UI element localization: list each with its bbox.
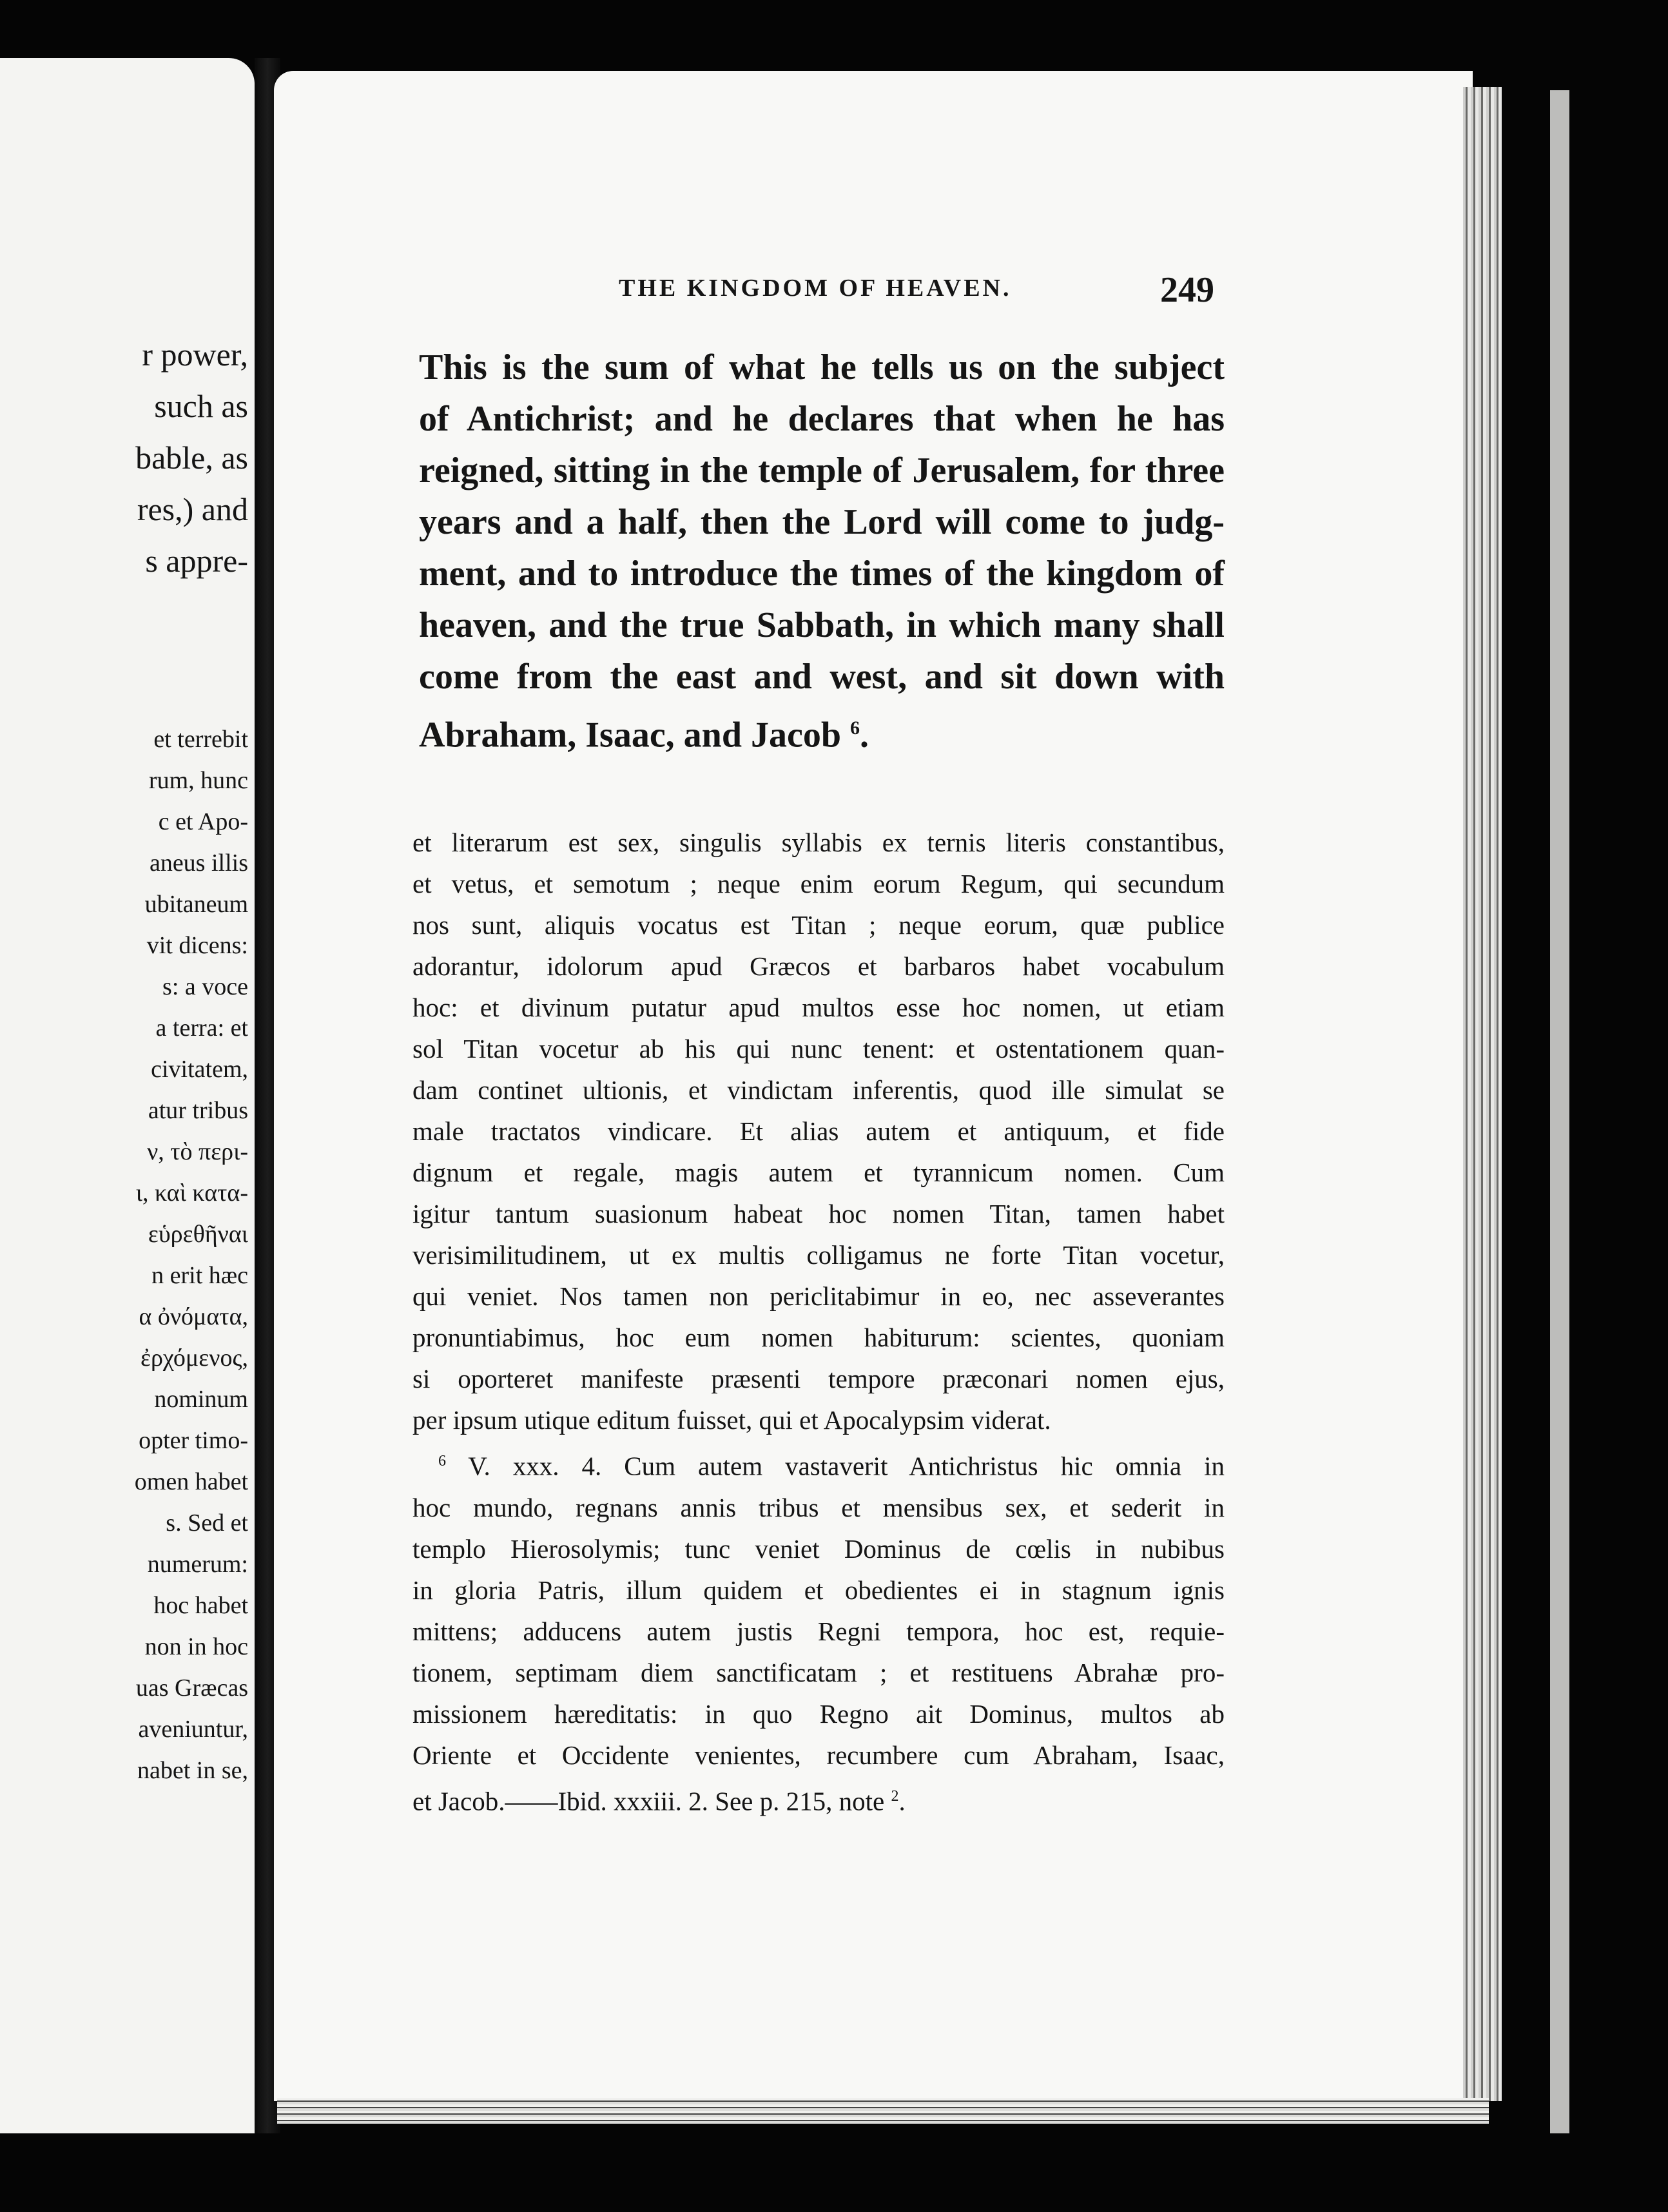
page-number: 249: [1160, 270, 1214, 310]
text-line: ι, καὶ κατα-: [135, 1179, 248, 1207]
text-line: uas Græcas: [135, 1674, 248, 1702]
page-edges-bottom: [277, 2098, 1489, 2124]
footnote-6-first-line: [412, 1441, 1225, 1487]
text-line: nabet in se,: [137, 1757, 248, 1784]
text-line: s: a voce: [162, 973, 248, 1000]
footnote-line: verisimilitudinem, ut ex multis colligamus ne forte Titan vocetur,: [412, 1240, 1225, 1270]
note-reference: 2: [891, 1787, 899, 1805]
footnote-line: nos sunt, aliquis vocatus est Titan ; neque eorum, quæ publice: [412, 910, 1225, 940]
footnote-marker: 6: [438, 1453, 446, 1470]
text-line: atur tribus: [148, 1097, 248, 1124]
text-line: such as: [154, 388, 248, 424]
footnote-line: dignum et regale, magis autem et tyrannicum nomen. Cum: [412, 1158, 1225, 1187]
text-line: aneus illis: [149, 849, 248, 877]
footnote-line: V. xxx. 4. Cum autem vastaverit Antichristus hic omnia in: [468, 1451, 1225, 1481]
footnote-6-last-line: [412, 1776, 1225, 1822]
footnote-line: Oriente et Occidente venientes, recumbere cum Abraham, Isaac,: [412, 1740, 1225, 1770]
footnote-line: missionem hæreditatis: in quo Regno ait Dominus, multos ab: [412, 1698, 1225, 1729]
text-line: ν, τὸ περι-: [147, 1138, 248, 1165]
text-line: non in hoc: [144, 1633, 248, 1660]
text-line: heaven, and the true Sabbath, in which many shall: [419, 605, 1225, 645]
text-line: opter timo-: [139, 1427, 248, 1454]
footnote-line: sol Titan vocetur ab his qui nunc tenent: et ostentationem quan-: [412, 1034, 1225, 1063]
text-line: years and a half, then the Lord will come to judg-: [419, 502, 1225, 542]
main-paragraph: [419, 342, 1225, 761]
text-line: εὑρεθῆναι: [148, 1221, 248, 1248]
footnote-line: adorantur, idolorum apud Græcos et barbaros habet vocabulum: [412, 951, 1225, 981]
footnote-line: templo Hierosolymis; tunc veniet Dominus de cœlis in nubibus: [412, 1533, 1225, 1564]
facing-page-left: [0, 58, 255, 2133]
text-line: bable, as: [135, 440, 248, 476]
text-line: hoc habet: [153, 1592, 248, 1619]
footnote-line: per ipsum utique editum fuisset, qui et Apocalypsim viderat.: [412, 1405, 1051, 1435]
text-line: s. Sed et: [166, 1509, 248, 1537]
text-line: nominum: [154, 1386, 248, 1413]
footnote-line: hoc: et divinum putatur apud multos esse hoc nomen, ut etiam: [412, 993, 1225, 1022]
text-line: numerum:: [147, 1551, 248, 1578]
footnote-line: igitur tantum suasionum habeat hoc nomen Titan, tamen habet: [412, 1199, 1225, 1228]
footnote-line: si oporteret manifeste præsenti tempore præconari nomen ejus,: [412, 1364, 1225, 1393]
text-line: res,) and: [137, 491, 248, 527]
footnote-line: in gloria Patris, illum quidem et obedientes ei in stagnum ignis: [412, 1575, 1225, 1605]
footnote-line: et vetus, et semotum ; neque enim eorum Regum, qui secundum: [412, 869, 1225, 898]
text-line: rum, hunc: [148, 767, 248, 794]
text-line: ubitaneum: [144, 891, 248, 918]
left-page-upper-text: [135, 329, 248, 587]
text-line: α ὀνόματα,: [139, 1303, 248, 1330]
text-line: vit dicens:: [146, 932, 248, 959]
text-line: aveniuntur,: [138, 1716, 248, 1743]
sentence-end: .: [898, 1786, 906, 1816]
text-line: omen habet: [134, 1468, 248, 1495]
footnote-line: male tractatos vindicare. Et alias autem et antiquum, et fide: [412, 1116, 1225, 1146]
footnote-line: pronuntiabimus, hoc eum nomen habiturum: scientes, quoniam: [412, 1323, 1225, 1352]
text-line: r power,: [142, 336, 248, 373]
text-line: c et Apo-: [158, 808, 248, 835]
left-page-lower-text: [135, 719, 248, 1791]
page-edges-right: [1463, 87, 1502, 2101]
text-line: reigned, sitting in the temple of Jerusalem, for three: [419, 451, 1225, 490]
footnote-line: hoc mundo, regnans annis tribus et mensibus sex, et sederit in: [412, 1492, 1225, 1522]
running-head: THE KINGDOM OF HEAVEN.: [619, 275, 1012, 302]
footnote-line: et literarum est sex, singulis syllabis ex ternis literis constantibus,: [412, 828, 1225, 857]
text-line: civitatem,: [151, 1056, 248, 1083]
text-line: n erit hæc: [151, 1262, 248, 1289]
text-line: a terra: et: [155, 1014, 248, 1042]
footnote-line: mittens; adducens autem justis Regni tempora, hoc est, requie-: [412, 1616, 1225, 1646]
text-line: ἐρχόμενος,: [140, 1344, 248, 1372]
text-line: ment, and to introduce the times of the kingdom of: [419, 554, 1225, 594]
text-line: et terrebit: [153, 726, 248, 753]
text-line: of Antichrist; and he declares that when he has: [419, 399, 1225, 439]
book-cover-edge: [1550, 90, 1569, 2133]
footnotes: [412, 822, 1225, 1821]
text-line-last: [419, 703, 1225, 761]
text-line: s appre-: [145, 543, 248, 579]
footnote-reference: 6: [849, 717, 860, 739]
text-line: This is the sum of what he tells us on the subject: [419, 347, 1225, 387]
footnote-line: et Jacob.——Ibid. xxxiii. 2. See p. 215, note: [412, 1786, 885, 1816]
sentence-end: .: [859, 715, 869, 755]
footnote-line: qui veniet. Nos tamen non periclitabimur in eo, nec asseverantes: [412, 1281, 1225, 1311]
footnote-line: tionem, septimam diem sanctificatam ; et restituens Abrahæ pro-: [412, 1657, 1225, 1687]
footnote-line: dam continet ultionis, et vindictam inferentis, quod ille simulat se: [412, 1075, 1225, 1105]
text-line: Abraham, Isaac, and Jacob: [419, 715, 841, 755]
text-line: come from the east and west, and sit down with: [419, 657, 1225, 697]
